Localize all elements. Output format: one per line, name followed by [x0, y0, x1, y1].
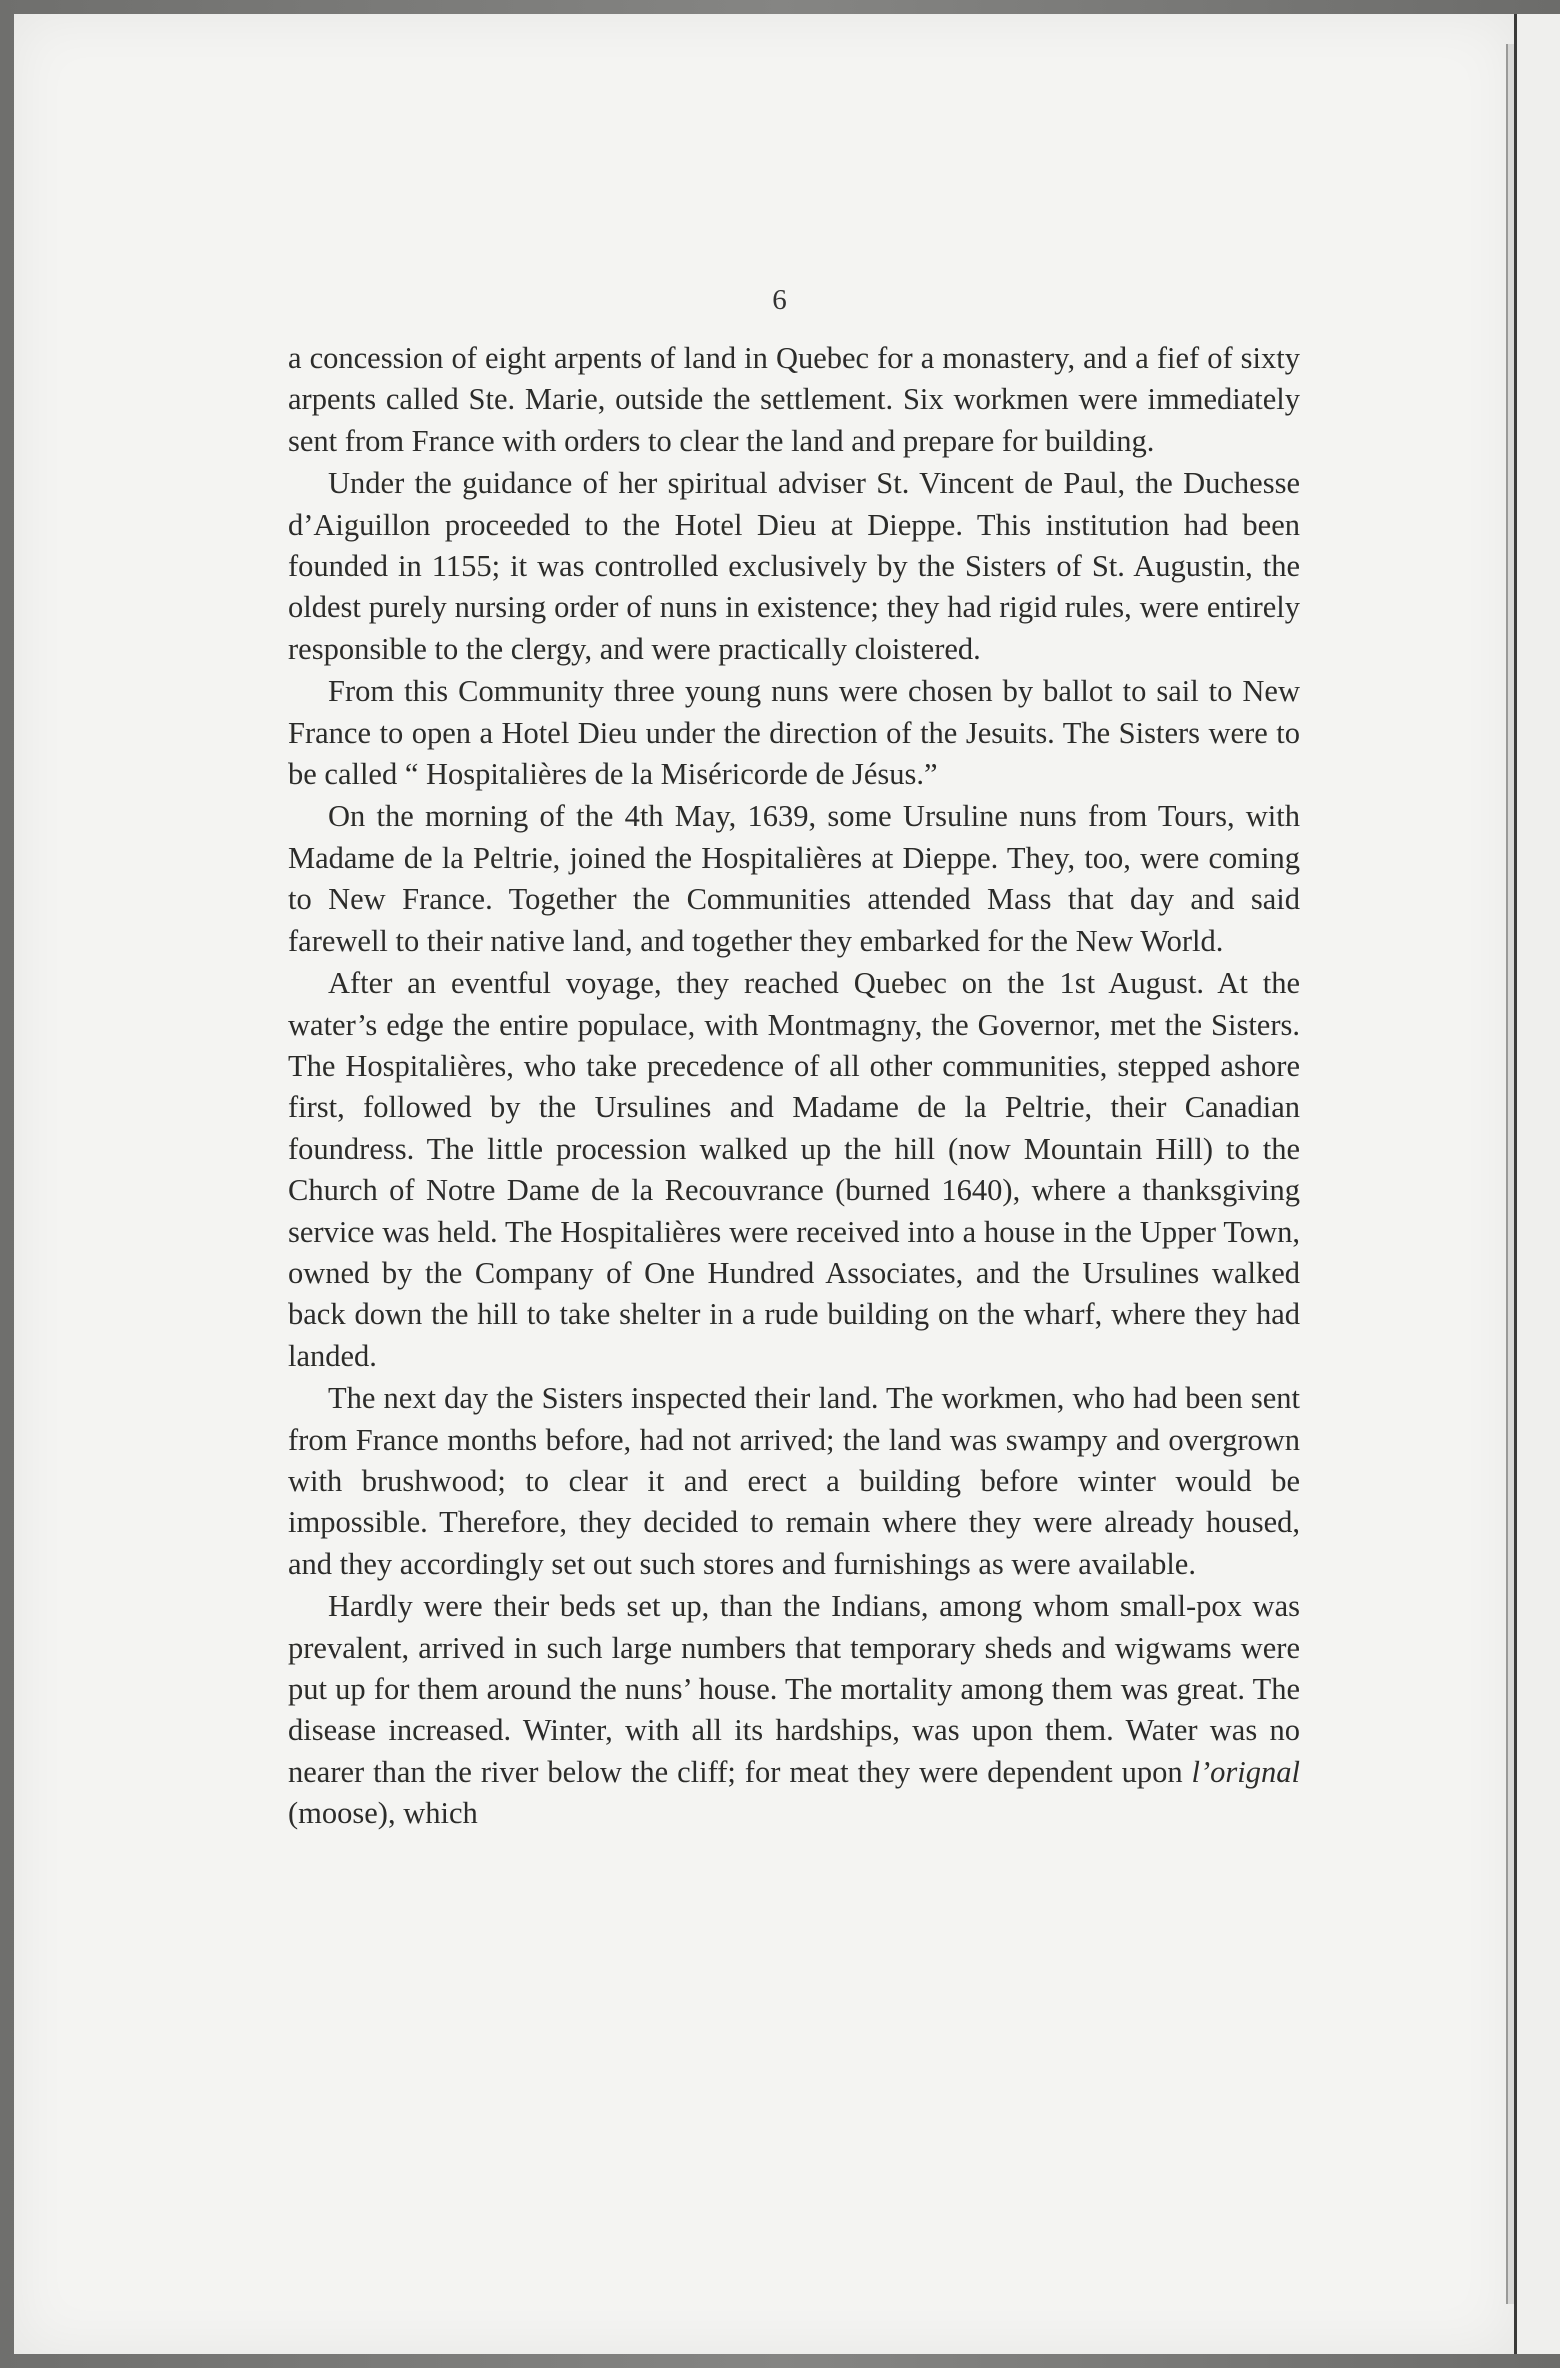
- paragraph-6: The next day the Sisters inspected their land. The workmen, who had been sent from France months before, had not arrived; the land was swampy and overgrown with brushwood; to clear it and erect a building before winter would be impossible. Therefore, they decided to remain where they were already housed, and they accordingly set out such stores and furnishings as were available.: [288, 1381, 1300, 1581]
- paragraph-3: From this Community three young nuns were chosen by ballot to sail to New France to open a Hotel Dieu under the direction of the Jesuits. The Sisters were to be called “ Hospitalières de la Miséricorde de Jésus.”: [288, 674, 1300, 792]
- paragraph-1: a concession of eight arpents of land in Quebec for a monastery, and a fief of sixty arpents called Ste. Marie, outside the settlement. Six workmen were immediately sent from France with orders to clear the land and prepare for building.: [288, 341, 1300, 458]
- paragraph-7-text: Hardly were their beds set up, than the Indians, among whom small-pox was prevalent, arrived in such large numbers that temporary sheds and wigwams were put up for them around the nuns’ house. The mortality among them was great. The disease increased. Winter, with all its hardships, was upon them. Water was no nearer than the river below the cliff; for meat they were dependent upon: [288, 1589, 1300, 1789]
- paragraph-5: After an eventful voyage, they reached Quebec on the 1st August. At the water’s edge the entire populace, with Montmagny, the Governor, met the Sisters. The Hospitalières, who take precedence of all other communities, stepped ashore first, followed by the Ursulines and Madame de la Peltrie, their Canadian foundress. The little procession walked up the hill (now Mountain Hill) to the Church of Notre Dame de la Recouvrance (burned 1640), where a thanksgiving service was held. The Hospitalières were received into a house in the Upper Town, owned by the Company of One Hundred Associates, and the Ursulines walked back down the hill to take shelter in a rude building on the wharf, where they had landed.: [288, 966, 1300, 1373]
- paragraph-7-tail: (moose), which: [288, 1796, 478, 1831]
- paragraph-4: On the morning of the 4th May, 1639, some Ursuline nuns from Tours, with Madame de la Peltrie, joined the Hospitalières at Dieppe. They, too, were coming to New France. Together the Communities attended Mass that day and said farewell to their native land, and together they embarked for the New World.: [288, 799, 1300, 958]
- paragraph-2: Under the guidance of her spiritual adviser St. Vincent de Paul, the Duchesse d’Aiguillon proceeded to the Hotel Dieu at Dieppe. This institution had been founded in 1155; it was controlled exclusively by the Sisters of St. Augustin, the oldest purely nursing order of nuns in existence; they had rigid rules, were entirely responsible to the clergy, and were practically cloistered.: [288, 466, 1300, 666]
- page-body: [288, 338, 1300, 1835]
- page-number: 6: [772, 284, 788, 316]
- adjacent-page-strip: [1514, 14, 1560, 2354]
- page-edge: [1506, 44, 1514, 2304]
- paragraph-7-italic-term: l’orignal: [1191, 1754, 1300, 1789]
- paragraph-7: [288, 1586, 1300, 1834]
